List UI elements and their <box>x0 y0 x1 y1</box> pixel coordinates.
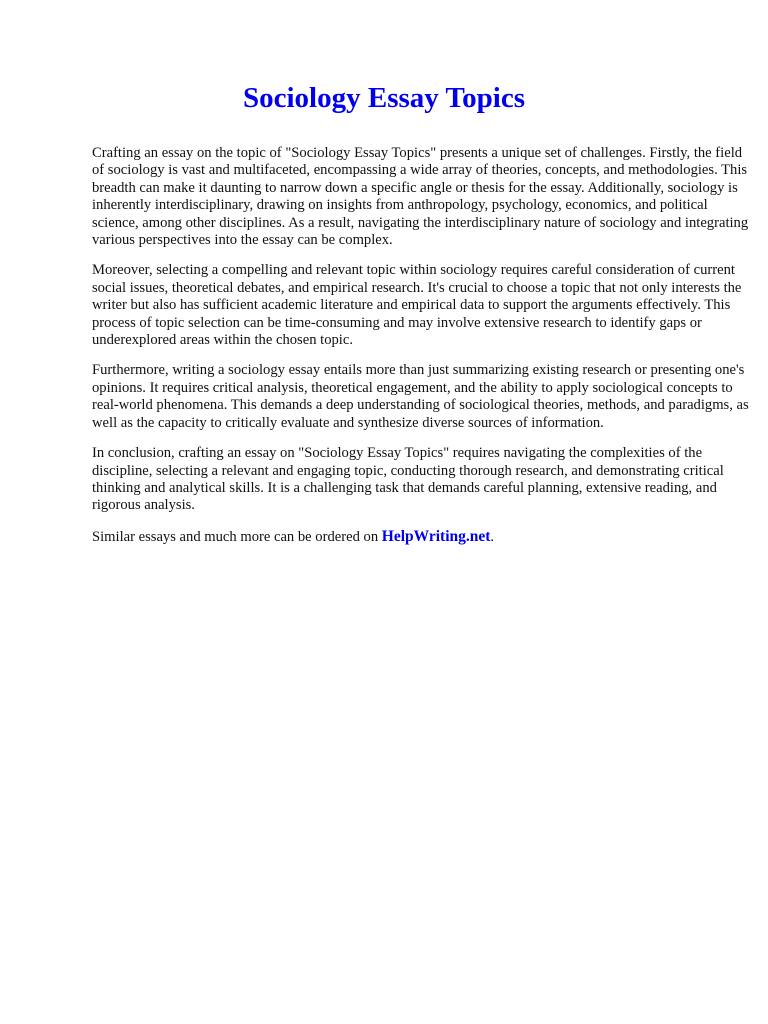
closing-prefix: Similar essays and much more can be ordered on <box>92 528 382 545</box>
helpwriting-link[interactable]: HelpWriting.net <box>381 527 491 545</box>
document-title: Sociology Essay Topics <box>242 82 526 114</box>
closing-suffix: . <box>490 528 495 545</box>
closing-line <box>92 528 756 546</box>
paragraph-4: In conclusion, crafting an essay on "Sociology Essay Topics" requires navigating the complexities of the discipline, selecting a relevant and engaging topic, conducting thorough research, and demonstrating critical thinking and analytical skills. It is a challenging task that demands careful planning, extensive reading, and rigorous analysis. <box>92 445 724 514</box>
document-body <box>92 145 756 559</box>
paragraph-3: Furthermore, writing a sociology essay entails more than just summarizing existing research or presenting one's opinions. It requires critical analysis, theoretical engagement, and the ability to apply sociological concepts to real-world phenomena. This demands a deep understanding of sociological theories, methods, and paradigms, as well as the capacity to critically evaluate and synthesize diverse sources of information. <box>92 362 749 431</box>
paragraph-2: Moreover, selecting a compelling and relevant topic within sociology requires careful consideration of current social issues, theoretical debates, and empirical research. It's crucial to choose a topic that not only interests the writer but also has sufficient academic literature and empirical data to support the arguments effectively. This process of topic selection can be time-consuming and may involve extensive research to identify gaps or underexplored areas within the chosen topic. <box>92 262 742 349</box>
paragraph-1: Crafting an essay on the topic of "Sociology Essay Topics" presents a unique set of challenges. Firstly, the field of sociology is vast and multifaceted, encompassing a wide array of theories, concepts, and methodologies. This breadth can make it daunting to narrow down a specific angle or thesis for the essay. Additionally, sociology is inherently interdisciplinary, drawing on insights from anthropology, psychology, economics, and political science, among other disciplines. As a result, navigating the interdisciplinary nature of sociology and integrating various perspectives into the essay can be complex. <box>92 145 749 249</box>
